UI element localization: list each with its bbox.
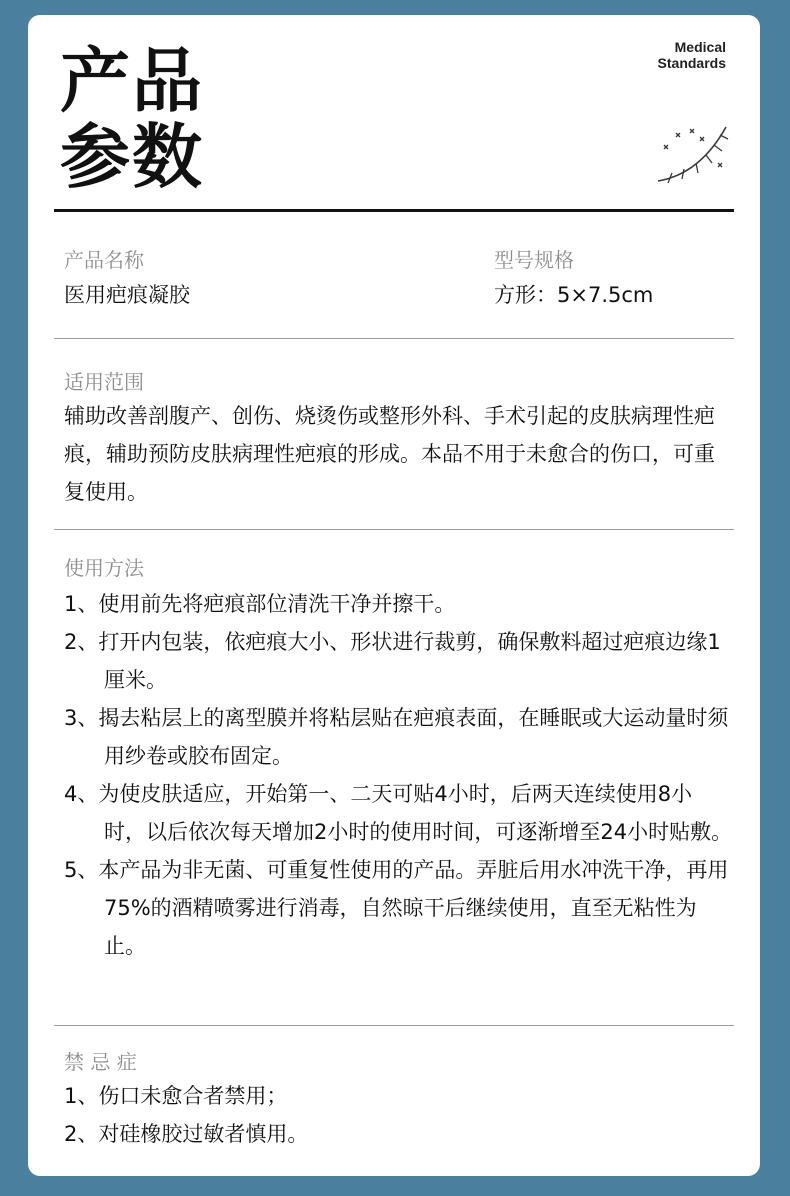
medical-standards-badge (658, 39, 726, 71)
section-divider (54, 529, 734, 530)
section-divider (54, 338, 734, 339)
contraindications-label: 禁 忌 症 (64, 1050, 137, 1074)
usage-step: 2、打开内包装，依疤痕大小、形状进行裁剪，确保敷料超过疤痕边缘1厘米。 (64, 630, 721, 692)
contraindications-list (64, 1077, 734, 1153)
parameter-card (28, 15, 760, 1176)
usage-list (64, 585, 734, 965)
section-divider (54, 1025, 734, 1026)
usage-step: 5、本产品为非无菌、可重复性使用的产品。弄脏后用水冲洗干净，再用75%的酒精喷雾进行消毒，自然晾干后继续使用，直至无粘性为止。 (64, 858, 729, 958)
product-name-value: 医用疤痕凝胶 (64, 283, 190, 307)
header-divider (54, 209, 734, 212)
title-line-2: 参数 (60, 116, 204, 198)
usage-step: 4、为使皮肤适应，开始第一、二天可贴4小时，后两天连续使用8小时，以后依次每天增加2小时的使用时间，可逐渐增至24小时贴敷。 (64, 782, 733, 844)
badge-line-1: Medical (674, 39, 726, 55)
spec-value: 方形：5×7.5cm (494, 283, 654, 307)
title-line-1: 产品 (60, 40, 204, 122)
scope-text: 辅助改善剖腹产、创伤、烧烫伤或整形外科、手术引起的皮肤病理性疤痕，辅助预防皮肤病理性疤痕的形成。本品不用于未愈合的伤口，可重复使用。 (64, 404, 715, 504)
product-name-label: 产品名称 (64, 248, 144, 272)
spec-label: 型号规格 (494, 248, 574, 272)
scar-stitch-icon (656, 123, 730, 185)
scope-label: 适用范围 (64, 370, 144, 394)
usage-step: 1、使用前先将疤痕部位清洗干净并擦干。 (64, 592, 456, 616)
page-title (60, 40, 204, 198)
badge-line-2: Standards (657, 55, 726, 71)
contraindication-item: 1、伤口未愈合者禁用； (64, 1084, 288, 1108)
usage-label: 使用方法 (64, 556, 144, 580)
contraindication-item: 2、对硅橡胶过敏者慎用。 (64, 1122, 309, 1146)
usage-step: 3、揭去粘层上的离型膜并将粘层贴在疤痕表面，在睡眠或大运动量时须用纱卷或胶布固定。 (64, 706, 729, 768)
